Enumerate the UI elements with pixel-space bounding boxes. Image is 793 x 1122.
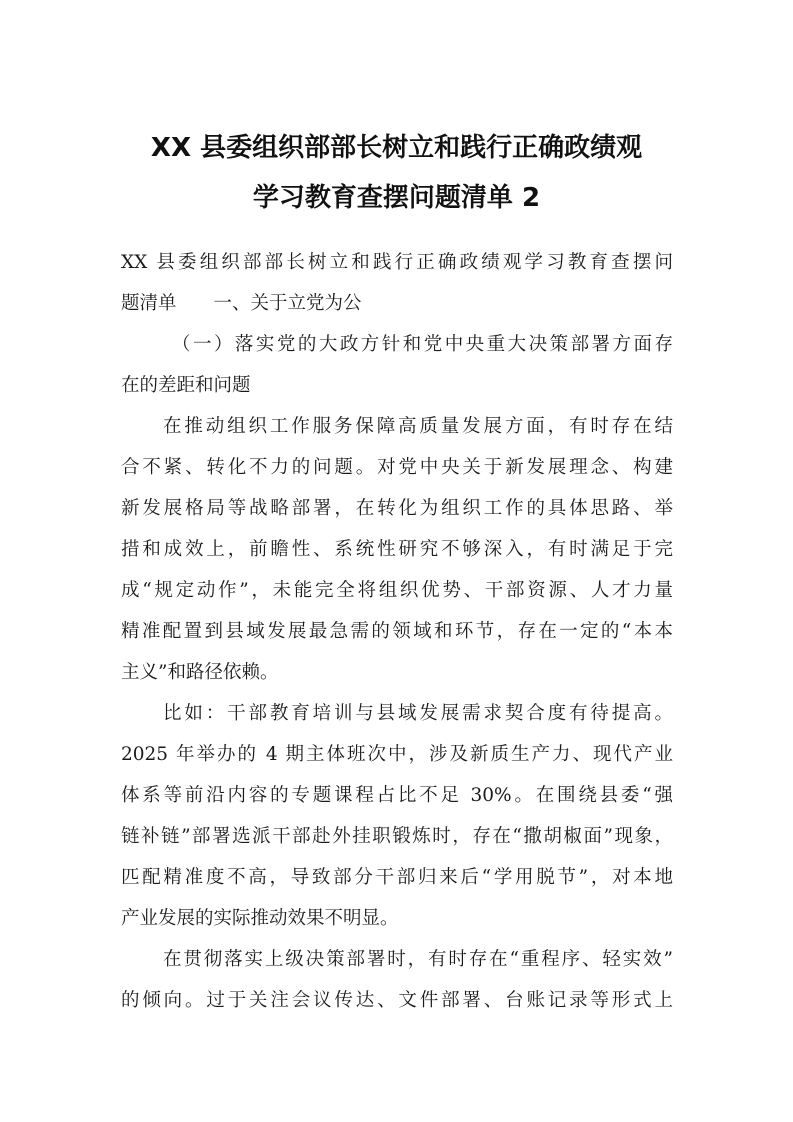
document-title-line-2: 学习教育查摆问题清单 2 — [252, 183, 541, 213]
body-line: 合不紧、转化不力的问题。对党中央关于新发展理念、构建 — [121, 457, 673, 478]
body-line: 的倾向。过于关注会议传达、文件部署、台账记录等形式上 — [121, 990, 673, 1011]
body-line: 成“规定动作”，未能完全将组织优势、干部资源、人才力量 — [121, 580, 673, 601]
body-line: 链补链”部署选派干部赴外挂职锻炼时，存在“撒胡椒面”现象， — [121, 826, 673, 847]
body-line: XX 县委组织部部长树立和践行正确政绩观学习教育查摆问 — [121, 252, 673, 273]
body-line: 新发展格局等战略部署，在转化为组织工作的具体思路、举 — [121, 498, 673, 519]
section-heading-line: （一）落实党的大政方针和党中央重大决策部署方面存 — [172, 334, 673, 355]
body-line: 比如：干部教育培训与县域发展需求契合度有待提高。 — [163, 703, 673, 724]
body-line: 匹配精准度不高，导致部分干部归来后“学用脱节”，对本地 — [121, 867, 673, 888]
body-line: 措和成效上，前瞻性、系统性研究不够深入，有时满足于完 — [121, 539, 673, 560]
document-title-line-1: XX 县委组织部部长树立和践行正确政绩观 — [150, 133, 643, 163]
body-line: 主义”和路径依赖。 — [121, 662, 279, 683]
body-line: 题清单 一、关于立党为公 — [121, 293, 362, 314]
body-line: 产业发展的实际推动效果不明显。 — [121, 908, 399, 929]
body-line: 体系等前沿内容的专题课程占比不足 30%。在围绕县委“强 — [121, 785, 673, 806]
body-line: 在推动组织工作服务保障高质量发展方面，有时存在结 — [163, 416, 673, 437]
section-heading-line: 在的差距和问题 — [121, 375, 251, 396]
body-line: 精准配置到县域发展最急需的领域和环节，存在一定的“本本 — [121, 621, 673, 642]
body-line: 在贯彻落实上级决策部署时，有时存在“重程序、轻实效” — [163, 949, 673, 970]
body-line: 2025 年举办的 4 期主体班次中，涉及新质生产力、现代产业 — [121, 744, 673, 765]
